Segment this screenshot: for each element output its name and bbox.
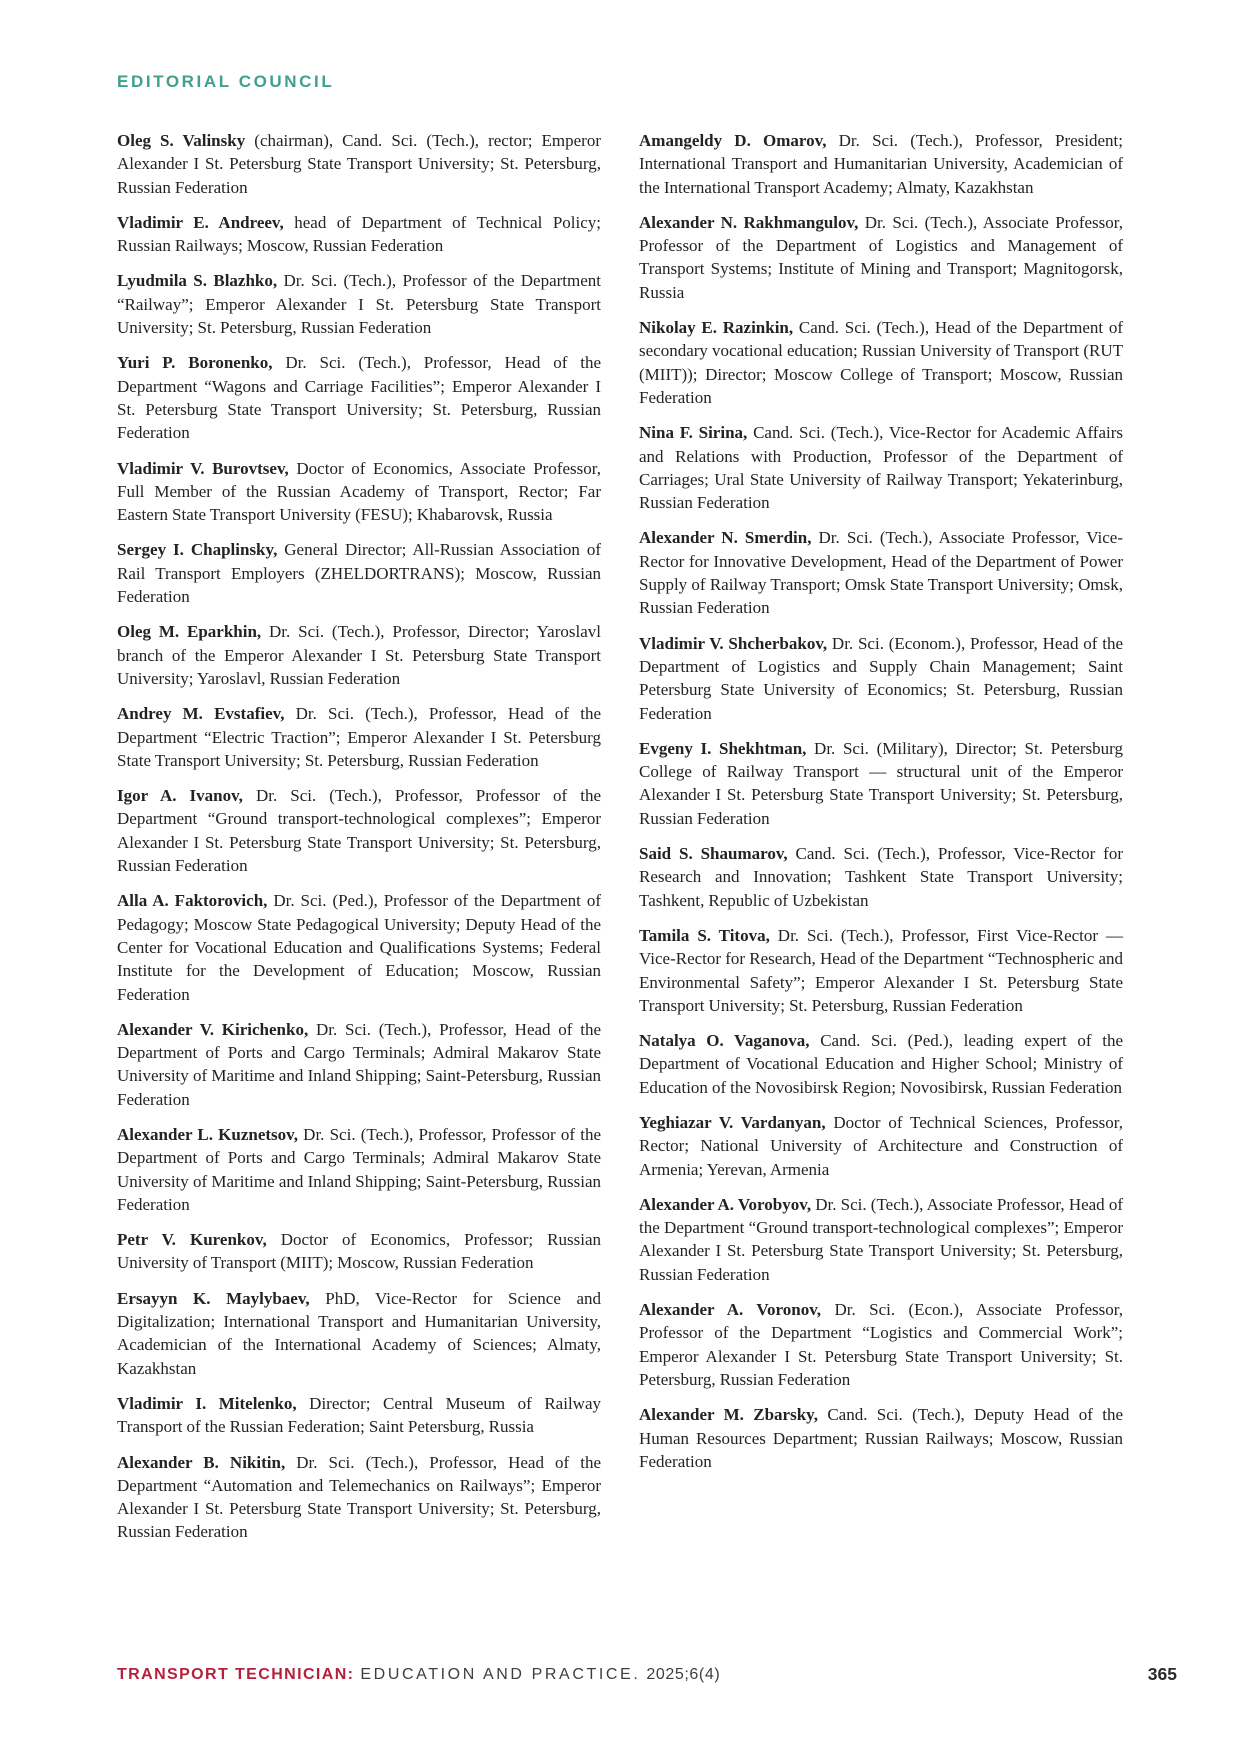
member-name: Alexander M. Zbarsky,: [639, 1405, 818, 1425]
member-details: Dr. Sci. (Tech.), Associate Professor, Professor of the Department of Logistics and Management of Transport Systems; Institute of Mining and Transport; Magnitogorsk, Russia: [639, 212, 1123, 302]
member-name: Alexander N. Rakhmangulov,: [639, 212, 859, 232]
right-column: [639, 129, 1123, 1556]
member-name: Said S. Shaumarov,: [639, 844, 788, 864]
member-details: Doctor of Technical Sciences, Professor, Rector; National University of Architecture and Construction of Armenia; Yerevan, Armenia: [639, 1112, 1123, 1179]
member-name: Petr V. Kurenkov,: [117, 1230, 267, 1250]
member-name: Sergey I. Chaplinsky,: [117, 540, 278, 560]
member-entry: [639, 1403, 1123, 1473]
member-details: Cand. Sci. (Tech.), Head of the Department of secondary vocational education; Russian University of Transport (RUT (MIIT)); Director; Moscow College of Transport; Moscow, Russian Federation: [639, 318, 1123, 407]
member-columns: [117, 129, 1123, 1556]
journal-name: TRANSPORT TECHNICIAN:: [117, 1666, 355, 1683]
member-details: Dr. Sci. (Tech.), Professor, First Vice-Rector — Vice-Rector for Research, Head of the Department “Technospheric and Environmental Safety”; Emperor Alexander I St. Petersburg State Transport University; St. Petersburg, Russian Federation: [639, 925, 1123, 1015]
member-name: Nikolay E. Razinkin,: [639, 318, 794, 338]
member-name: Vladimir E. Andreev,: [117, 212, 284, 232]
member-details: Dr. Sci. (Tech.), Associate Professor, Head of the Department “Ground transport-technological complexes”; Emperor Alexander I St. Petersburg State Transport University; St. Petersburg, Russian Federation: [639, 1194, 1124, 1284]
member-entry: [117, 1228, 601, 1275]
member-entry: [117, 457, 601, 527]
member-name: Alexander B. Nikitin,: [117, 1452, 286, 1472]
member-entry: [639, 421, 1123, 514]
member-entry: [117, 1018, 601, 1111]
member-details: Dr. Sci. (Econom.), Professor, Head of the Department of Logistics and Supply Chain Management; Saint Petersburg State University of Economics; St. Petersburg, Russian Federation: [639, 633, 1123, 723]
member-entry: [117, 269, 601, 339]
member-name: Amangeldy D. Omarov,: [639, 131, 827, 150]
member-name: Vladimir I. Mitelenko,: [117, 1393, 297, 1413]
member-entry: [117, 702, 601, 772]
member-name: Alexander L. Kuznetsov,: [117, 1124, 298, 1144]
member-details: Doctor of Economics, Professor; Russian University of Transport (MIIT); Moscow, Russian Federation: [117, 1230, 602, 1273]
member-name: Alexander A. Vorobyov,: [639, 1194, 812, 1214]
member-name: Igor A. Ivanov,: [117, 786, 243, 806]
member-details: Dr. Sci. (Military), Director; St. Petersburg College of Railway Transport — structural unit of the Emperor Alexander I St. Petersburg State Transport University; St. Petersburg, Russian Federation: [639, 738, 1124, 828]
member-details: head of Department of Technical Policy; Russian Railways; Moscow, Russian Federation: [117, 212, 601, 256]
member-name: Natalya O. Vaganova,: [639, 1031, 810, 1051]
member-name: Oleg S. Valinsky: [117, 131, 246, 150]
member-entry: [117, 784, 601, 877]
journal-footer: [117, 1666, 1177, 1684]
member-details: PhD, Vice-Rector for Science and Digitalization; International Transport and Humanitarian University, Academician of the International Academy of Sciences; Almaty, Kazakhstan: [117, 1288, 602, 1378]
member-entry: [639, 924, 1123, 1017]
member-entry: [117, 1392, 601, 1439]
member-name: Lyudmila S. Blazhko,: [117, 271, 278, 291]
member-details: Dr. Sci. (Tech.), Associate Professor, Vice-Rector for Innovative Development, Head of the Department of Power Supply of Railway Transport; Omsk State Transport University; Omsk, Russian Federation: [639, 528, 1123, 618]
member-entry: [639, 526, 1123, 619]
journal-issue: 2025;6(4): [646, 1666, 721, 1683]
left-column: [117, 129, 601, 1556]
member-details: Dr. Sci. (Ped.), Professor of the Department of Pedagogy; Moscow State Pedagogical University; Deputy Head of the Center for Vocational Education and Qualifications Systems; Federal Institute for the Development of Education; Moscow, Russian Federation: [117, 891, 602, 1004]
member-details: General Director; All-Russian Association of Rail Transport Employers (ZHELDORTRANS); Moscow, Russian Federation: [117, 540, 601, 607]
member-entry: [639, 1298, 1123, 1391]
member-entry: [117, 351, 601, 444]
member-entry: [639, 1029, 1123, 1099]
member-entry: [639, 632, 1123, 725]
member-entry: [639, 737, 1123, 830]
member-entry: [117, 1451, 601, 1544]
page-number: 365: [1147, 1664, 1177, 1684]
member-name: Vladimir V. Shcherbakov,: [639, 633, 828, 653]
member-details: Dr. Sci. (Tech.), Professor, Professor of the Department “Ground transport-technological complexes”; Emperor Alexander I St. Petersburg State Transport University; St. Petersburg, Russian Federation: [117, 786, 601, 876]
member-details: Cand. Sci. (Ped.), leading expert of the Department of Vocational Education and Higher School; Ministry of Education of the Novosibirsk Region; Novosibirsk, Russian Federation: [639, 1031, 1123, 1097]
member-details: Dr. Sci. (Tech.), Professor, Head of the Department of Ports and Cargo Terminals; Admiral Makarov State University of Maritime and Inland Shipping; Saint-Petersburg, Russian Federation: [117, 1019, 601, 1109]
member-details: Dr. Sci. (Tech.), Professor, Head of the Department “Automation and Telemechanics on Railways”; Emperor Alexander I St. Petersburg State Transport University; St. Petersburg, Russian Federation: [117, 1452, 601, 1542]
member-details: Dr. Sci. (Tech.), Professor, President; International Transport and Humanitarian University, Academician of the International Transport Academy; Almaty, Kazakhstan: [639, 131, 1123, 197]
member-name: Alexander A. Voronov,: [639, 1300, 822, 1320]
member-entry: [639, 211, 1123, 304]
member-details: Dr. Sci. (Tech.), Professor, Director; Yaroslavl branch of the Emperor Alexander I St. Petersburg State Transport University; Yaroslavl, Russian Federation: [117, 622, 601, 688]
member-details: Dr. Sci. (Tech.), Professor of the Department “Railway”; Emperor Alexander I St. Petersburg State Transport University; St. Petersburg, Russian Federation: [117, 271, 601, 338]
member-details: (chairman), Cand. Sci. (Tech.), rector; Emperor Alexander I St. Petersburg State Transport University; St. Petersburg, Russian Federation: [117, 131, 601, 197]
page-content: [117, 72, 1123, 1556]
member-entry: [117, 1123, 601, 1216]
member-details: Doctor of Economics, Associate Professor, Full Member of the Russian Academy of Transport, Rector; Far Eastern State Transport University (FESU); Khabarovsk, Russia: [117, 458, 601, 525]
member-name: Evgeny I. Shekhtman,: [639, 738, 807, 758]
member-details: Dr. Sci. (Tech.), Professor, Professor of the Department of Ports and Cargo Terminals; Admiral Makarov State University of Maritime and Inland Shipping; Saint-Petersburg, Russian Federation: [117, 1124, 601, 1214]
member-details: Dr. Sci. (Econ.), Associate Professor, Professor of the Department “Logistics and Commercial Work”; Emperor Alexander I St. Petersburg State Transport University; St. Petersburg, Russian Federation: [639, 1300, 1123, 1389]
member-entry: [117, 211, 601, 258]
member-name: Vladimir V. Burovtsev,: [117, 458, 289, 478]
member-details: Dr. Sci. (Tech.), Professor, Head of the Department “Wagons and Carriage Facilities”; Emperor Alexander I St. Petersburg State Transport University; St. Petersburg, Russian Federation: [117, 353, 602, 443]
member-name: Ersayyn K. Maylybaev,: [117, 1288, 310, 1308]
member-name: Tamila S. Titova,: [639, 925, 770, 945]
member-details: Cand. Sci. (Tech.), Deputy Head of the Human Resources Department; Russian Railways; Moscow, Russian Federation: [639, 1405, 1123, 1471]
member-name: Nina F. Sirina,: [639, 423, 748, 443]
member-name: Andrey M. Evstafiev,: [117, 704, 285, 724]
member-details: Cand. Sci. (Tech.), Vice-Rector for Academic Affairs and Relations with Production, Professor of the Department of Carriages; Ural State University of Railway Transport; Yekaterinburg, Russian Federation: [639, 423, 1124, 513]
member-name: Yuri P. Boronenko,: [117, 353, 273, 373]
member-details: Director; Central Museum of Railway Transport of the Russian Federation; Saint Petersburg, Russia: [117, 1393, 602, 1437]
member-name: Alexander V. Kirichenko,: [117, 1019, 309, 1039]
member-details: Cand. Sci. (Tech.), Professor, Vice-Rector for Research and Innovation; Tashkent State Transport University; Tashkent, Republic of Uzbekistan: [639, 844, 1123, 910]
member-entry: [117, 1287, 601, 1380]
member-entry: [639, 842, 1123, 912]
member-entry: [117, 129, 601, 199]
member-details: Dr. Sci. (Tech.), Professor, Head of the Department “Electric Traction”; Emperor Alexander I St. Petersburg State Transport University; St. Petersburg, Russian Federation: [117, 704, 601, 770]
page-title: EDITORIAL COUNCIL: [117, 72, 335, 91]
member-entry: [639, 1111, 1123, 1181]
member-entry: [117, 889, 601, 1005]
member-name: Alexander N. Smerdin,: [639, 528, 812, 548]
member-name: Yeghiazar V. Vardanyan,: [639, 1112, 826, 1132]
journal-subtitle: EDUCATION AND PRACTICE.: [360, 1666, 641, 1683]
member-entry: [639, 129, 1123, 199]
member-name: Oleg M. Eparkhin,: [117, 622, 262, 642]
member-name: Alla A. Faktorovich,: [117, 891, 268, 911]
member-entry: [639, 1193, 1123, 1286]
member-entry: [639, 316, 1123, 409]
member-entry: [117, 620, 601, 690]
member-entry: [117, 538, 601, 608]
